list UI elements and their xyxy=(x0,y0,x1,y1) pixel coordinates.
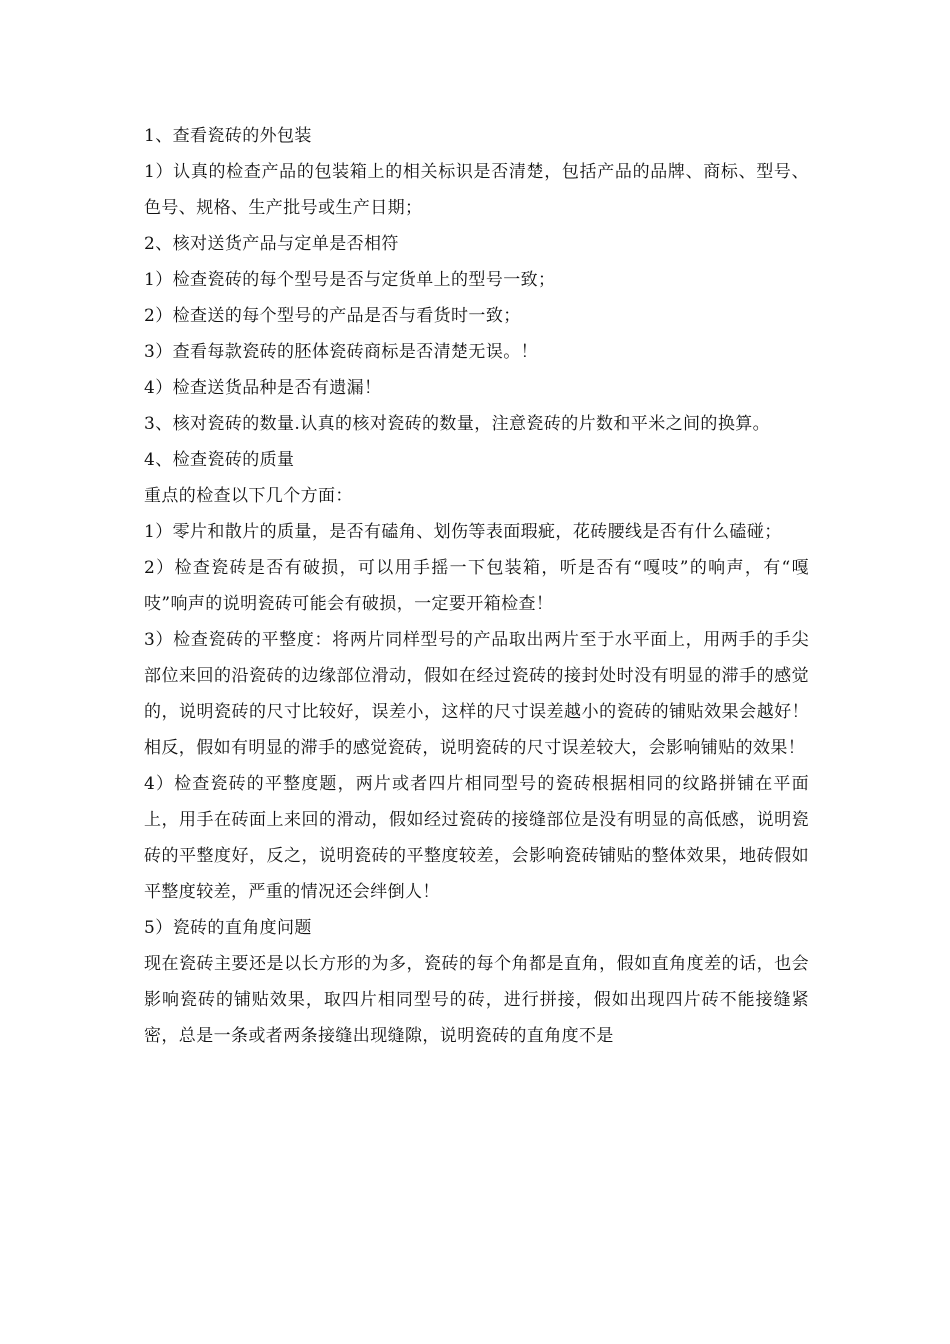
paragraph-variety-check: 4）检查送货品种是否有遗漏！ xyxy=(144,378,382,398)
document-page xyxy=(144,118,809,1054)
heading-quality-check: 4、检查瓷砖的质量 xyxy=(144,450,295,470)
paragraph-breakage: 2）检查瓷砖是否有破损，可以用手摇一下包装箱，听是否有“嘎吱”的响声，有“嘎吱”响声的说明瓷砖可能会有破损，一定要开箱检查！ xyxy=(144,558,809,614)
paragraph-flatness-edge: 3）检查瓷砖的平整度：将两片同样型号的产品取出两片至于水平面上，用两手的手尖部位来回的沿瓷砖的边缘部位滑动，假如在经过瓷砖的接封处时没有明显的滞手的感觉的，说明瓷砖的尺寸比较好，误差小，这样的尺寸误差越小的瓷砖的铺贴效果会越好！相反，假如有明显的滞手的感觉瓷砖，说明瓷砖的尺寸误差较大，会影响铺贴的效果！ xyxy=(144,630,809,758)
paragraph-surface-defects: 1）零片和散片的质量，是否有磕角、划伤等表面瑕疵，花砖腰线是否有什么磕碰； xyxy=(144,522,782,542)
paragraph-trademark-check: 3）查看每款瓷砖的胚体瓷砖商标是否清楚无误。！ xyxy=(144,342,539,362)
paragraph-flatness-surface: 4）检查瓷砖的平整度题，两片或者四片相同型号的瓷砖根据相同的纹路拼铺在平面上，用手在砖面上来回的滑动，假如经过瓷砖的接缝部位是没有明显的高低感，说明瓷砖的平整度好，反之，说明瓷砖的平整度较差，会影响瓷砖铺贴的整体效果，地砖假如平整度较差，严重的情况还会绊倒人！ xyxy=(144,774,809,902)
paragraph-packaging-label: 1）认真的检查产品的包装箱上的相关标识是否清楚，包括产品的品牌、商标、型号、色号、规格、生产批号或生产日期； xyxy=(144,162,809,218)
paragraph-sample-check: 2）检查送的每个型号的产品是否与看货时一致； xyxy=(144,306,521,326)
paragraph-right-angle: 现在瓷砖主要还是以长方形的为多，瓷砖的每个角都是直角，假如直角度差的话，也会影响瓷砖的铺贴效果，取四片相同型号的砖，进行拼接，假如出现四片砖不能接缝紧密，总是一条或者两条接缝出现缝隙，说明瓷砖的直角度不是 xyxy=(144,954,809,1046)
heading-quantity-check: 3、核对瓷砖的数量.认真的核对瓷砖的数量，注意瓷砖的片数和平米之间的换算。 xyxy=(144,414,771,434)
heading-right-angle: 5）瓷砖的直角度问题 xyxy=(144,918,312,938)
heading-packaging: 1、查看瓷砖的外包装 xyxy=(144,126,312,146)
heading-order-check: 2、核对送货产品与定单是否相符 xyxy=(144,234,399,254)
paragraph-model-check: 1）检查瓷砖的每个型号是否与定货单上的型号一致； xyxy=(144,270,556,290)
paragraph-key-points: 重点的检查以下几个方面： xyxy=(144,486,353,506)
